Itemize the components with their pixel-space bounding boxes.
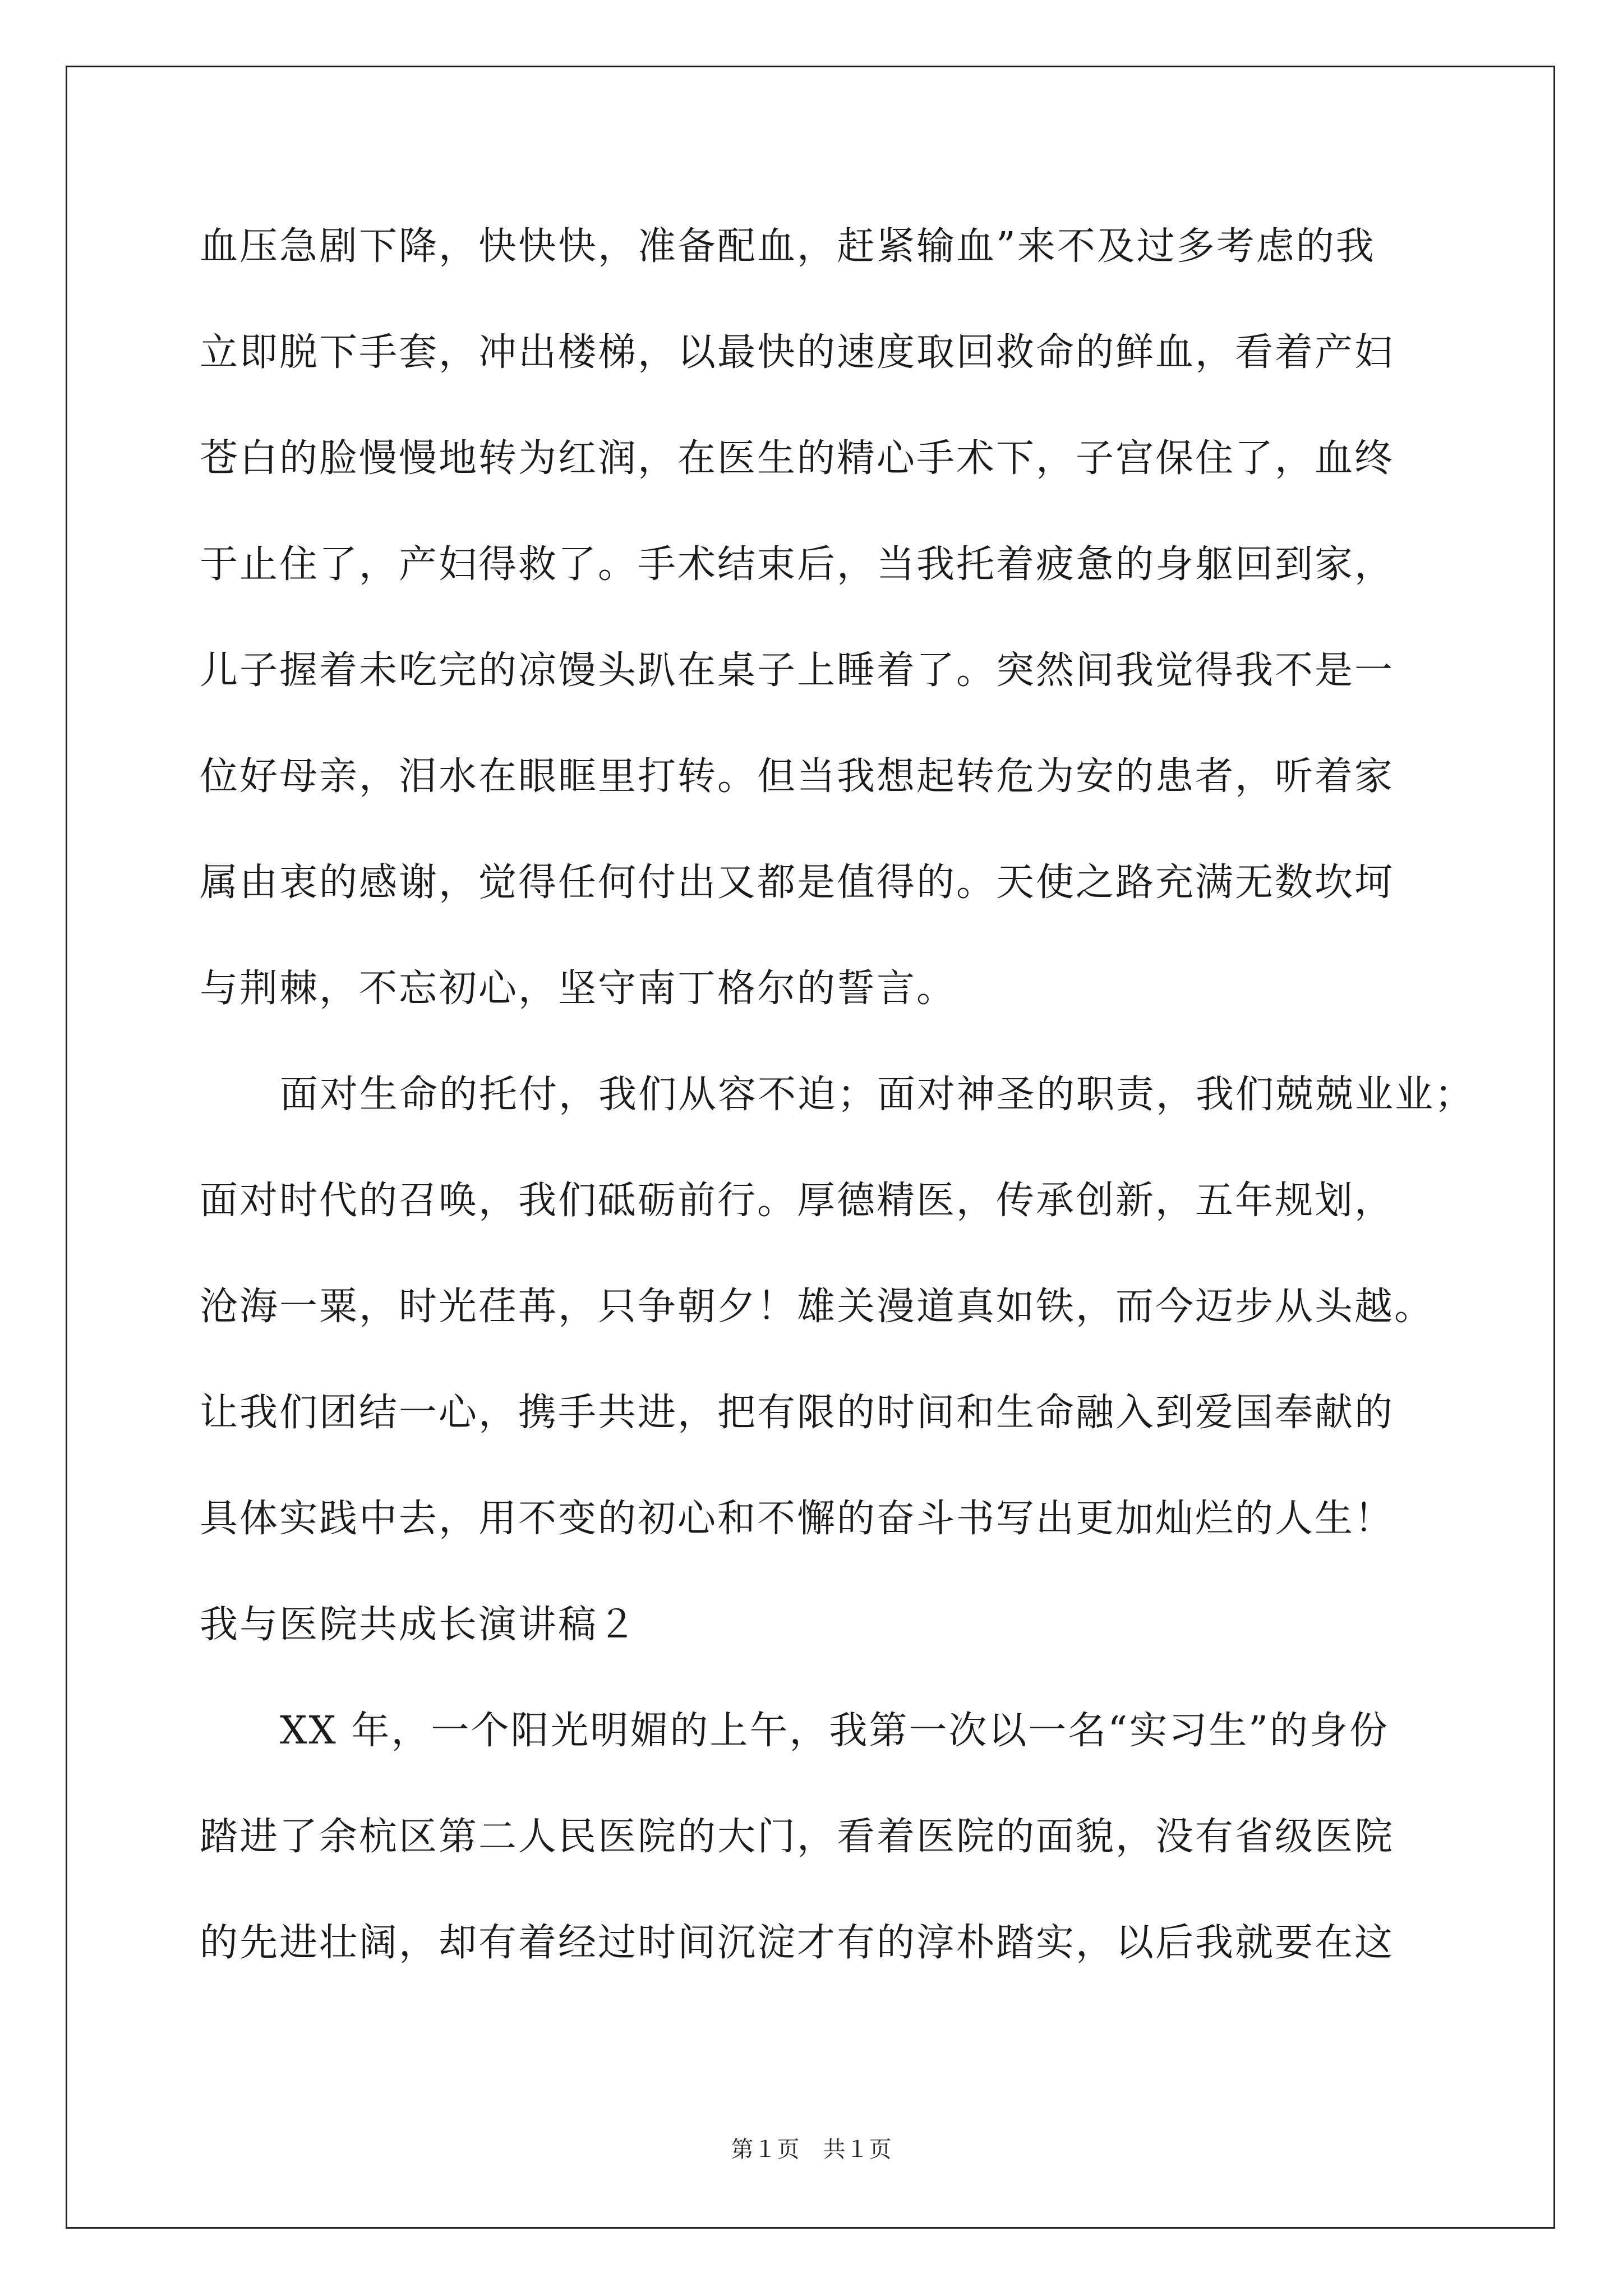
paragraph-line: 面对生命的托付，我们从容不迫；面对神圣的职责，我们兢兢业业； xyxy=(280,1073,1475,1117)
paragraph-line: 让我们团结一心，携手共进，把有限的时间和生命融入到爱国奉献的 xyxy=(200,1391,1395,1435)
paragraph-line: 具体实践中去，用不变的初心和不懈的奋斗书写出更加灿烂的人生！ xyxy=(200,1497,1395,1541)
paragraph-line: 面对时代的召唤，我们砥砺前行。厚德精医，传承创新，五年规划， xyxy=(200,1179,1395,1223)
paragraph-line: 的先进壮阔，却有着经过时间沉淀才有的淳朴踏实，以后我就要在这 xyxy=(200,1921,1395,1965)
paragraph-line: 位好母亲，泪水在眼眶里打转。但当我想起转危为安的患者，听着家 xyxy=(200,754,1395,799)
paragraph-line: XX 年，一个阳光明媚的上午，我第一次以一名“实习生”的身份 xyxy=(280,1709,1389,1753)
paragraph-line: 苍白的脸慢慢地转为红润，在医生的精心手术下，子宫保住了，血终 xyxy=(200,436,1395,481)
paragraph-line: 于止住了，产妇得救了。手术结束后，当我托着疲惫的身躯回到家， xyxy=(200,542,1395,587)
paragraph-line: 属由衷的感谢，觉得任何付出又都是值得的。天使之路充满无数坎坷 xyxy=(200,861,1395,905)
paragraph-line: 踏进了余杭区第二人民医院的大门，看着医院的面貌，没有省级医院 xyxy=(200,1815,1395,1859)
section-heading: 我与医院共成长演讲稿２ xyxy=(200,1603,638,1647)
page-number-footer: 第１页 共１页 xyxy=(731,2137,892,2162)
paragraph-line: 沧海一粟，时光荏苒，只争朝夕！雄关漫道真如铁，而今迈步从头越。 xyxy=(200,1285,1435,1329)
paragraph-line: 与荆棘，不忘初心，坚守南丁格尔的誓言。 xyxy=(200,967,957,1011)
document-body xyxy=(200,219,1475,2021)
paragraph-line: 立即脱下手套，冲出楼梯，以最快的速度取回救命的鲜血，看着产妇 xyxy=(200,330,1395,375)
paragraph-line: 血压急剧下降，快快快，准备配血，赶紧输血”来不及过多考虑的我 xyxy=(200,224,1376,269)
paragraph-line: 儿子握着未吃完的凉馒头趴在桌子上睡着了。突然间我觉得我不是一 xyxy=(200,648,1395,693)
